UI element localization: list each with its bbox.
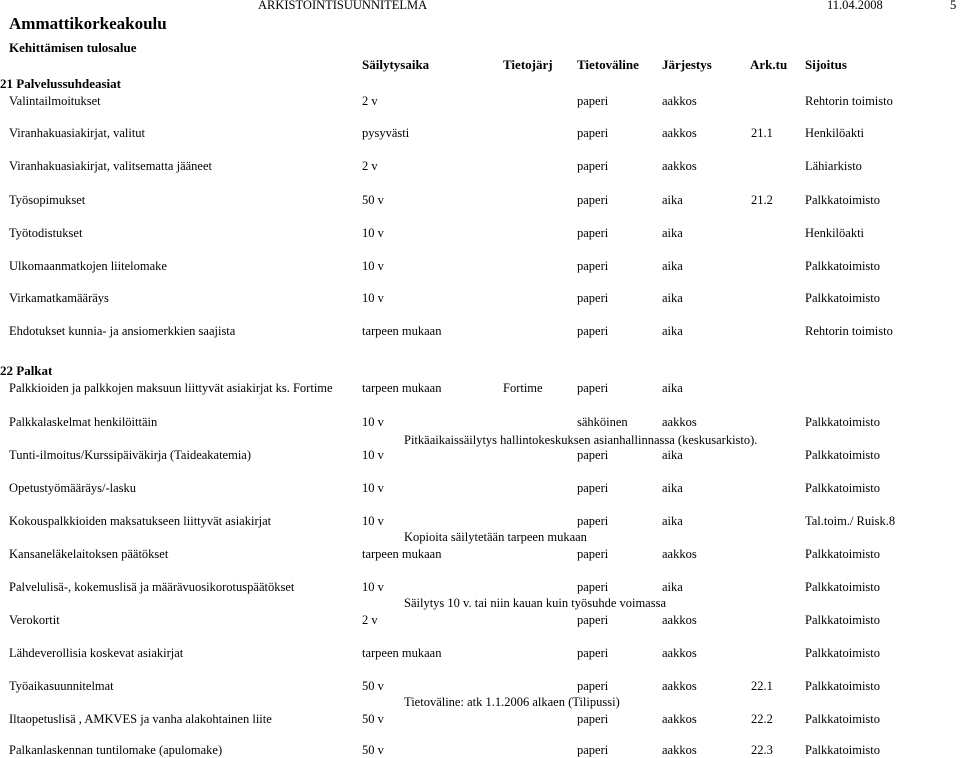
item-name: Ehdotukset kunnia- ja ansiomerkkien saajista <box>9 324 236 338</box>
item-name: Palvelulisä-, kokemuslisä ja määrävuosikorotuspäätökset <box>9 580 295 594</box>
row-note: Pitkäaikaissäilytys hallintokeskuksen asianhallinnassa (keskusarkisto). <box>404 433 758 447</box>
retention-period: 2 v <box>362 159 378 173</box>
filing-order: aakkos <box>662 743 697 757</box>
row-note: Tietoväline: atk 1.1.2006 alkaen (Tilipussi) <box>404 695 620 709</box>
storage-location: Palkkatoimisto <box>805 193 880 207</box>
retention-period: tarpeen mukaan <box>362 646 442 660</box>
retention-period: 10 v <box>362 226 384 240</box>
item-name: Työsopimukset <box>9 193 86 207</box>
filing-order: aakkos <box>662 159 697 173</box>
retention-period: tarpeen mukaan <box>362 547 442 561</box>
page-number: 5 <box>950 0 957 12</box>
item-name: Ulkomaanmatkojen liitelomake <box>9 259 167 273</box>
storage-medium: paperi <box>577 580 609 594</box>
storage-medium: paperi <box>577 712 609 726</box>
storage-location: Palkkatoimisto <box>805 580 880 594</box>
item-name: Iltaopetuslisä , AMKVES ja vanha alakohtainen liite <box>9 712 272 726</box>
item-name: Viranhakuasiakirjat, valitut <box>9 126 146 140</box>
column-header-retention: Säilytysaika <box>362 57 430 72</box>
item-name: Palkkioiden ja palkkojen maksuun liittyvät asiakirjat ks. Fortime <box>9 381 333 395</box>
retention-period: 10 v <box>362 291 384 305</box>
storage-medium: paperi <box>577 126 609 140</box>
retention-period: pysyvästi <box>362 126 410 140</box>
retention-period: 10 v <box>362 580 384 594</box>
item-name: Opetustyömääräys/-lasku <box>9 481 137 495</box>
storage-medium: paperi <box>577 547 609 561</box>
filing-order: aika <box>662 580 683 594</box>
item-name: Työaikasuunnitelmat <box>9 679 114 693</box>
row-note: Säilytys 10 v. tai niin kauan kuin työsuhde voimassa <box>404 596 667 610</box>
filing-order: aakkos <box>662 613 697 627</box>
item-name: Viranhakuasiakirjat, valitsematta jääneet <box>9 159 212 173</box>
storage-medium: paperi <box>577 679 609 693</box>
filing-order: aika <box>662 448 683 462</box>
storage-medium: paperi <box>577 613 609 627</box>
storage-location: Palkkatoimisto <box>805 679 880 693</box>
retention-period: 2 v <box>362 94 378 108</box>
column-header-location: Sijoitus <box>805 57 847 72</box>
storage-location: Rehtorin toimisto <box>805 94 893 108</box>
item-name: Kansaneläkelaitoksen päätökset <box>9 547 169 561</box>
retention-period: 2 v <box>362 613 378 627</box>
retention-period: 10 v <box>362 514 384 528</box>
storage-location: Palkkatoimisto <box>805 481 880 495</box>
storage-location: Lähiarkisto <box>805 159 862 173</box>
filing-order: aakkos <box>662 126 697 140</box>
item-name: Valintailmoitukset <box>9 94 101 108</box>
storage-medium: paperi <box>577 94 609 108</box>
filing-order: aika <box>662 514 683 528</box>
column-header-order: Järjestys <box>662 57 712 72</box>
filing-order: aika <box>662 259 683 273</box>
storage-location: Palkkatoimisto <box>805 415 880 429</box>
storage-medium: paperi <box>577 226 609 240</box>
item-name: Palkanlaskennan tuntilomake (apulomake) <box>9 743 223 757</box>
storage-location: Henkilöakti <box>805 226 865 240</box>
column-header-archive: Ark.tu <box>750 57 788 72</box>
archive-code: 21.2 <box>751 193 773 207</box>
filing-order: aakkos <box>662 646 697 660</box>
storage-medium: paperi <box>577 481 609 495</box>
filing-order: aakkos <box>662 547 697 561</box>
storage-medium: paperi <box>577 448 609 462</box>
storage-medium: sähköinen <box>577 415 628 429</box>
retention-period: 50 v <box>362 679 384 693</box>
section-title: 22 Palkat <box>0 363 53 378</box>
item-name: Kokouspalkkioiden maksatukseen liittyvät asiakirjat <box>9 514 272 528</box>
unit-name: Kehittämisen tulosalue <box>9 40 137 55</box>
retention-period: tarpeen mukaan <box>362 381 442 395</box>
archive-code: 22.2 <box>751 712 773 726</box>
filing-order: aakkos <box>662 712 697 726</box>
storage-medium: paperi <box>577 646 609 660</box>
storage-medium: paperi <box>577 259 609 273</box>
filing-order: aika <box>662 381 683 395</box>
retention-period: 10 v <box>362 481 384 495</box>
item-name: Verokortit <box>9 613 60 627</box>
filing-order: aika <box>662 226 683 240</box>
retention-period: 10 v <box>362 259 384 273</box>
column-header-file: Tietojärj <box>503 57 553 72</box>
storage-location: Palkkatoimisto <box>805 712 880 726</box>
archive-code: 22.3 <box>751 743 773 757</box>
storage-medium: paperi <box>577 159 609 173</box>
storage-location: Rehtorin toimisto <box>805 324 893 338</box>
storage-location: Tal.toim./ Ruisk.8 <box>805 514 896 528</box>
storage-medium: paperi <box>577 291 609 305</box>
section-title: 21 Palvelussuhdeasiat <box>0 76 121 91</box>
row-note: Kopioita säilytetään tarpeen mukaan <box>404 530 587 544</box>
item-name: Virkamatkamääräys <box>9 291 109 305</box>
document-title: ARKISTOINTISUUNNITELMA <box>258 0 428 12</box>
storage-medium: paperi <box>577 381 609 395</box>
item-name: Työtodistukset <box>9 226 83 240</box>
item-name: Palkkalaskelmat henkilöittäin <box>9 415 158 429</box>
filing-order: aika <box>662 193 683 207</box>
storage-location: Palkkatoimisto <box>805 646 880 660</box>
storage-medium: paperi <box>577 324 609 338</box>
filing-order: aika <box>662 291 683 305</box>
column-header-medium: Tietoväline <box>577 57 639 72</box>
storage-location: Henkilöakti <box>805 126 865 140</box>
filing-order: aakkos <box>662 679 697 693</box>
storage-medium: paperi <box>577 514 609 528</box>
storage-location: Palkkatoimisto <box>805 259 880 273</box>
storage-medium: paperi <box>577 743 609 757</box>
retention-period: 10 v <box>362 415 384 429</box>
item-name: Tunti-ilmoitus/Kurssipäiväkirja (Taideakatemia) <box>9 448 252 462</box>
storage-location: Palkkatoimisto <box>805 448 880 462</box>
retention-period: tarpeen mukaan <box>362 324 442 338</box>
archive-code: 22.1 <box>751 679 773 693</box>
archive-code: 21.1 <box>751 126 773 140</box>
filing-order: aakkos <box>662 94 697 108</box>
storage-location: Palkkatoimisto <box>805 743 880 757</box>
item-name: Lähdeverollisia koskevat asiakirjat <box>9 646 184 660</box>
organization-name: Ammattikorkeakoulu <box>9 14 167 33</box>
information-system: Fortime <box>503 381 543 395</box>
storage-location: Palkkatoimisto <box>805 613 880 627</box>
retention-period: 50 v <box>362 743 384 757</box>
filing-order: aika <box>662 481 683 495</box>
retention-period: 50 v <box>362 712 384 726</box>
document-date: 11.04.2008 <box>827 0 883 12</box>
storage-location: Palkkatoimisto <box>805 547 880 561</box>
filing-order: aika <box>662 324 683 338</box>
filing-order: aakkos <box>662 415 697 429</box>
retention-period: 10 v <box>362 448 384 462</box>
retention-period: 50 v <box>362 193 384 207</box>
storage-location: Palkkatoimisto <box>805 291 880 305</box>
storage-medium: paperi <box>577 193 609 207</box>
